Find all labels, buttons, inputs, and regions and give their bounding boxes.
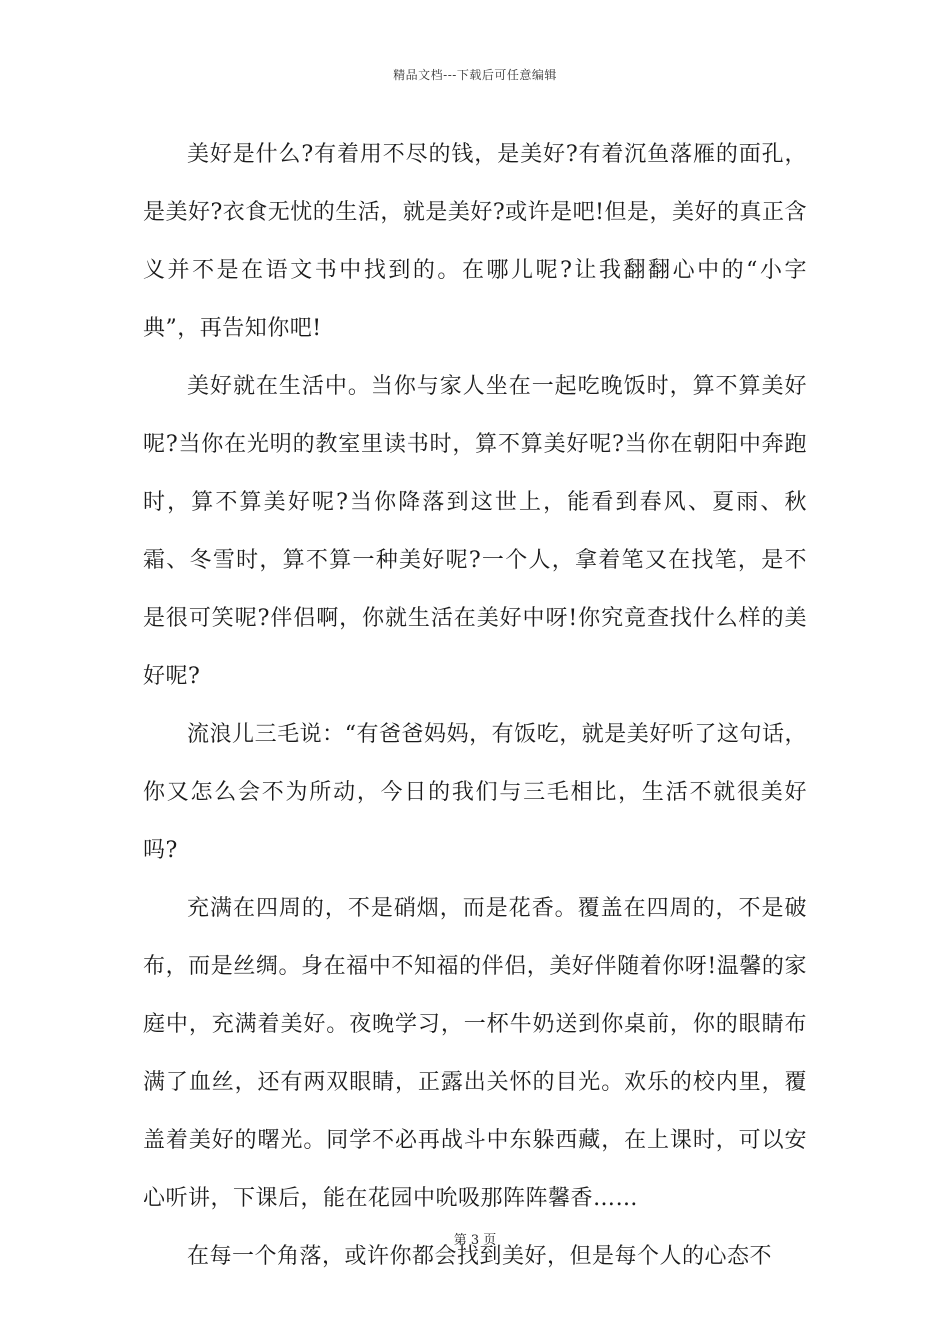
paragraph-4: 充满在四周的，不是硝烟，而是花香。覆盖在四周的，不是破布，而是丝绸。身在福中不知福的伴侣，美好伴随着你呀!温馨的家庭中，充满着美好。夜晚学习，一杯牛奶送到你桌前，你的眼睛布满了血丝，还有两双眼睛，正露出关怀的目光。欢乐的校内里，覆盖着美好的曙光。同学不必再战斗中东躲西藏，在上课时，可以安心听讲，下课后，能在花园中吮吸那阵阵馨香…… [143,896,807,1211]
paragraph-3: 流浪儿三毛说：“有爸爸妈妈，有饭吃，就是美好听了这句话，你又怎么会不为所动，今日的我们与三毛相比，生活不就很美好吗? [143,722,807,863]
paragraph-2: 美好就在生活中。当你与家人坐在一起吃晚饭时，算不算美好呢?当你在光明的教室里读书时，算不算美好呢?当你在朝阳中奔跑时，算不算美好呢?当你降落到这世上，能看到春风、夏雨、秋霜、冬雪时，算不算一种美好呢?一个人，拿着笔又在找笔，是不是很可笑呢?伴侣啊，你就生活在美好中呀!你究竟查找什么样的美好呢? [143,374,807,689]
document-body [143,126,807,1286]
page-number: 第 3 页 [453,1233,497,1248]
page-header: 精品文档---下载后可任意编辑 [393,68,557,82]
paragraph-5: 在每一个角落，或许你都会找到美好，但是每个人的心态不 [187,1244,773,1269]
paragraph-1: 美好是什么?有着用不尽的钱，是美好?有着沉鱼落雁的面孔，是美好?衣食无忧的生活，就是美好?或许是吧!但是，美好的真正含义并不是在语文书中找到的。在哪儿呢?让我翻翻心中的“小字典”，再告知你吧! [143,142,807,341]
